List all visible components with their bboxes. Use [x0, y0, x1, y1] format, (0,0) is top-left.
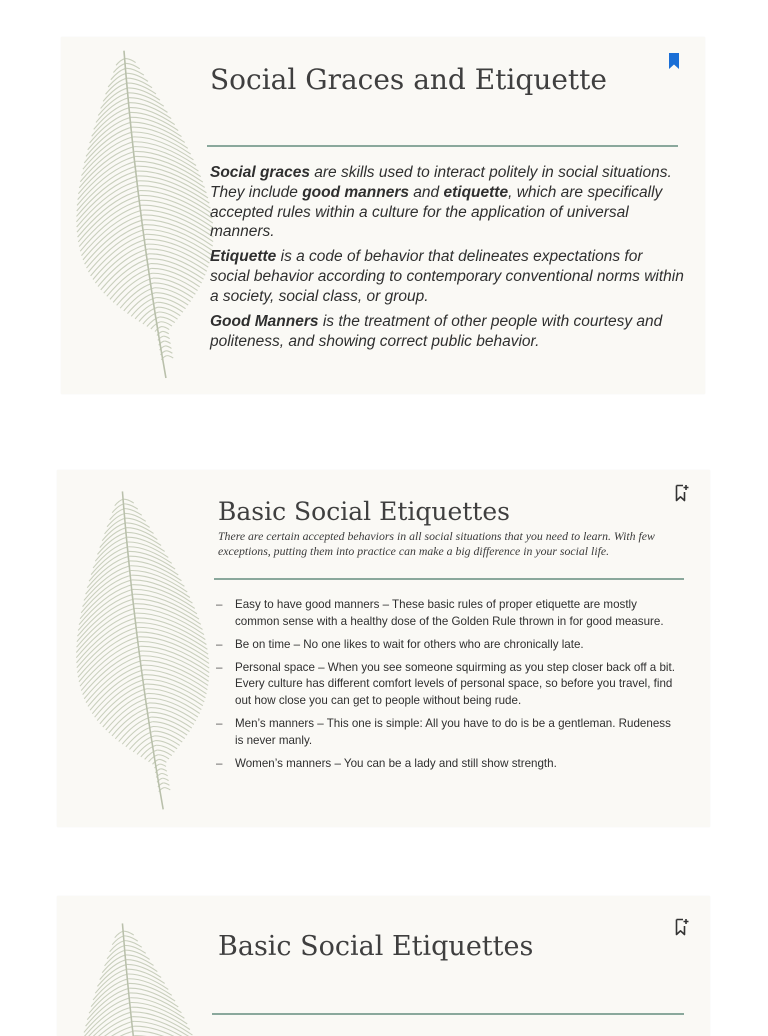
bullet-marker: –: [216, 716, 222, 733]
slide-2: [57, 470, 710, 827]
feather-barb: [159, 310, 178, 322]
feather-barb: [103, 518, 127, 534]
bookmark-outline-shape: [677, 486, 685, 501]
feather-barb: [125, 943, 146, 956]
paragraph-good-manners: [210, 312, 685, 352]
feather-barb: [156, 294, 185, 313]
feather-barb: [161, 768, 167, 772]
slide-3: [57, 896, 710, 1036]
bold-term: Social graces: [210, 164, 310, 181]
slide-1-title: Social Graces and Etiquette: [210, 63, 607, 96]
feather-decoration: [63, 486, 213, 821]
text-run: and: [409, 184, 443, 201]
bullet-text: Personal space – When you see someone squirming as you step closer back off a bit. Every culture has different comfort levels of personal space, so before you travel, find out how close you can get to people without being rude.: [235, 661, 675, 707]
title-divider: [212, 1013, 684, 1015]
bullet-marker: –: [216, 756, 222, 773]
feather-decoration: [65, 45, 215, 390]
feather-barb: [103, 950, 127, 966]
bullet-text: Easy to have good manners – These basic rules of proper etiquette are mostly common sense with a healthy dose of the Golden Rule thrown in for good measure.: [235, 598, 664, 628]
bullet-item: [216, 716, 676, 749]
feather-barb: [165, 345, 171, 349]
feather-barb: [162, 326, 170, 331]
title-divider: [207, 145, 678, 147]
text-run: is the treatment of other people with courtesy and politeness, and showing correct public behavior.: [210, 313, 662, 350]
feather-barb: [162, 331, 168, 335]
bookmark-add-icon[interactable]: [673, 918, 689, 936]
feather-barb: [106, 945, 127, 958]
feather-barb: [124, 498, 134, 505]
bullet-marker: –: [216, 660, 222, 677]
bookmark-filled-icon[interactable]: [666, 52, 682, 70]
feather-barb: [160, 763, 166, 767]
bullet-item: [216, 660, 676, 710]
feather-barb: [88, 239, 151, 279]
bullet-text: Men’s manners – This one is simple: All you have to do is be a gentleman. Rudeness is never manly.: [235, 717, 671, 747]
feather-barb: [156, 743, 174, 755]
bullet-text: Women’s manners – You can be a lady and still show strength.: [235, 757, 557, 770]
feather-barb: [126, 66, 144, 77]
feather-decoration: [63, 918, 213, 1036]
bold-term: good manners: [302, 184, 409, 201]
feather-barb: [124, 930, 134, 937]
slide-3-title: Basic Social Etiquettes: [218, 931, 533, 962]
bullet-text: Be on time – No one likes to wait for others who are chronically late.: [235, 638, 584, 651]
bullet-item: [216, 756, 676, 773]
bullet-marker: –: [216, 597, 222, 614]
feather-barb: [77, 1007, 136, 1036]
feather-barb: [163, 782, 169, 786]
bookmark-add-icon[interactable]: [673, 484, 689, 502]
feather-barb: [164, 340, 170, 344]
slide-2-subtitle: There are certain accepted behaviors in all social situations that you need to learn. With few exceptions, putting them into practice can make a big difference in your social life.: [218, 529, 688, 558]
feather-barb: [163, 335, 169, 339]
feather-barb: [125, 511, 146, 524]
feather-barb: [164, 787, 170, 791]
bookmark-outline-shape: [677, 920, 685, 935]
plus-shape: [684, 485, 689, 490]
text-run: , which are specifically accepted rules within a culture for the application of universal manners.: [210, 184, 662, 241]
title-divider: [214, 578, 684, 580]
feather-barb: [107, 73, 128, 87]
etiquette-bullet-list: [216, 597, 676, 779]
slide-2-title: Basic Social Etiquettes: [218, 497, 510, 526]
plus-shape: [684, 919, 689, 924]
feather-barb: [166, 350, 172, 354]
feather-barb: [106, 513, 127, 526]
paragraph-etiquette: [210, 247, 685, 306]
feather-barb: [167, 355, 173, 359]
text-run: are skills used to interact politely in social situations. They include: [210, 164, 672, 201]
feather-barb: [161, 773, 167, 777]
bullet-item: [216, 637, 676, 654]
feather-barb: [127, 70, 148, 84]
feather-barb: [159, 758, 166, 763]
feather-barb: [124, 938, 141, 949]
slide-1: [61, 37, 705, 394]
feather-barb: [88, 675, 149, 714]
bold-term: Good Manners: [210, 313, 319, 330]
bold-term: etiquette: [443, 184, 508, 201]
bookmark-filled-shape: [669, 53, 679, 69]
feather-barb: [124, 506, 141, 517]
paragraph-social-graces: [210, 163, 685, 242]
feather-barb: [125, 57, 136, 64]
bullet-marker: –: [216, 637, 222, 654]
feather-barb: [154, 728, 182, 746]
bold-term: Etiquette: [210, 248, 276, 265]
text-run: is a code of behavior that delineates expectations for social behavior according to contemporary conventional norms within a society, social class, or group.: [210, 248, 684, 305]
bullet-item: [216, 597, 676, 630]
feather-barb: [162, 777, 168, 781]
feather-barb: [104, 78, 129, 94]
